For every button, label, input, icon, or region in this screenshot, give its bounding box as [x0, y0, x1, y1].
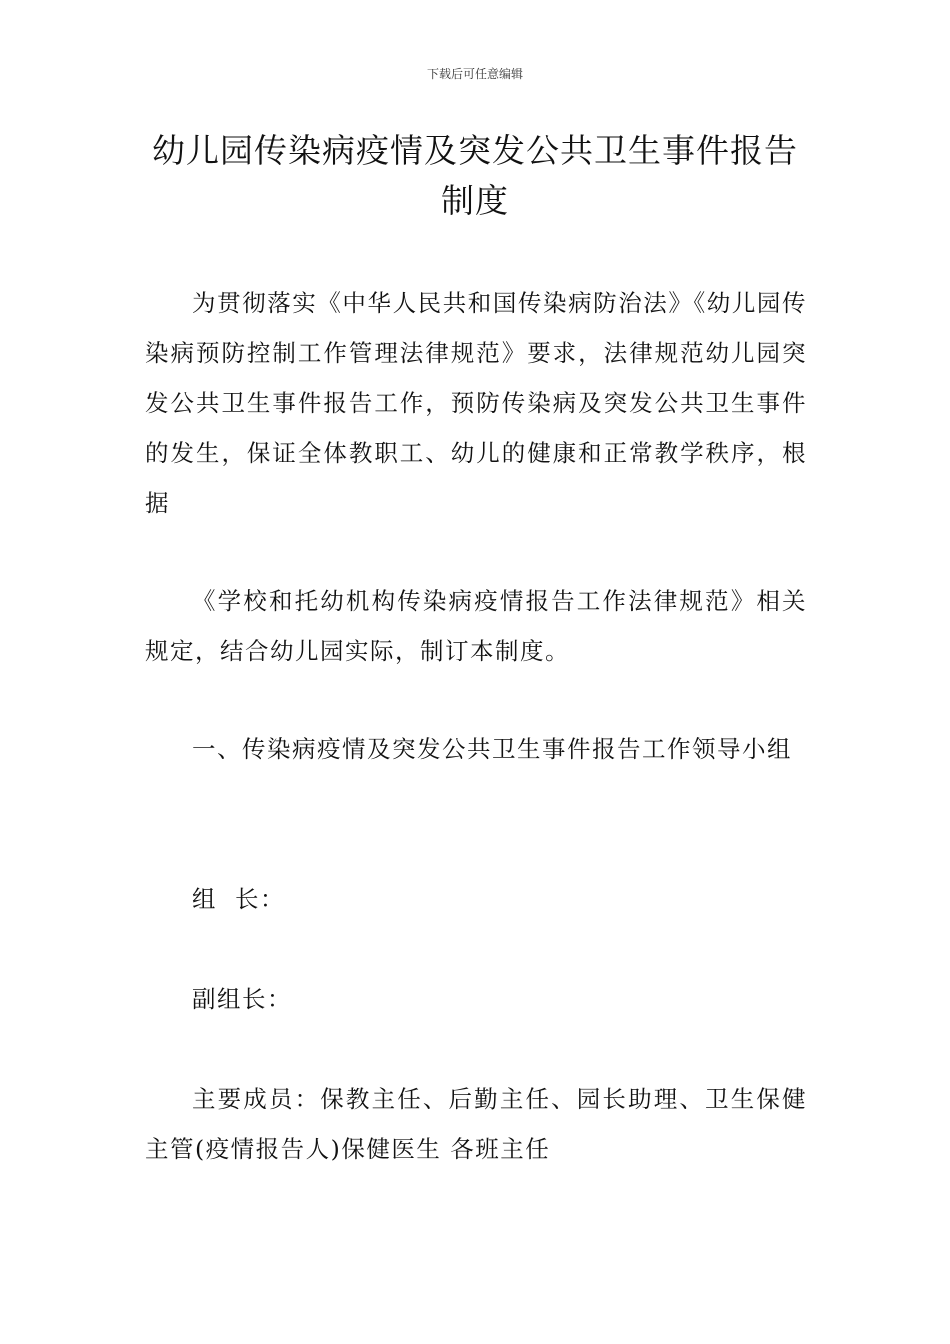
paragraph-intro: 为贯彻落实《中华人民共和国传染病防治法》《幼儿园传染病预防控制工作管理法律规范》要求，法律规范幼儿园突发公共卫生事件报告工作，预防传染病及突发公共卫生事件的发生，保证全体教职工、幼儿的健康和正常教学秩序，根据	[145, 289, 807, 517]
document-title: 幼儿园传染病疫情及突发公共卫生事件报告制度	[152, 131, 798, 220]
main-members-paragraph: 主要成员：保教主任、后勤主任、园长助理、卫生保健主管(疫情报告人)保健医生 各班主任	[145, 1085, 807, 1163]
deputy-leader-line: 副组长：	[192, 985, 292, 1013]
group-leader-line: 组 长：	[192, 885, 285, 913]
header-note: 下载后可任意编辑	[426, 67, 523, 81]
paragraph-basis: 《学校和托幼机构传染病疫情报告工作法律规范》相关规定，结合幼儿园实际，制订本制度。	[145, 587, 807, 665]
section-heading-leadership-group: 一、传染病疫情及突发公共卫生事件报告工作领导小组	[192, 735, 792, 763]
